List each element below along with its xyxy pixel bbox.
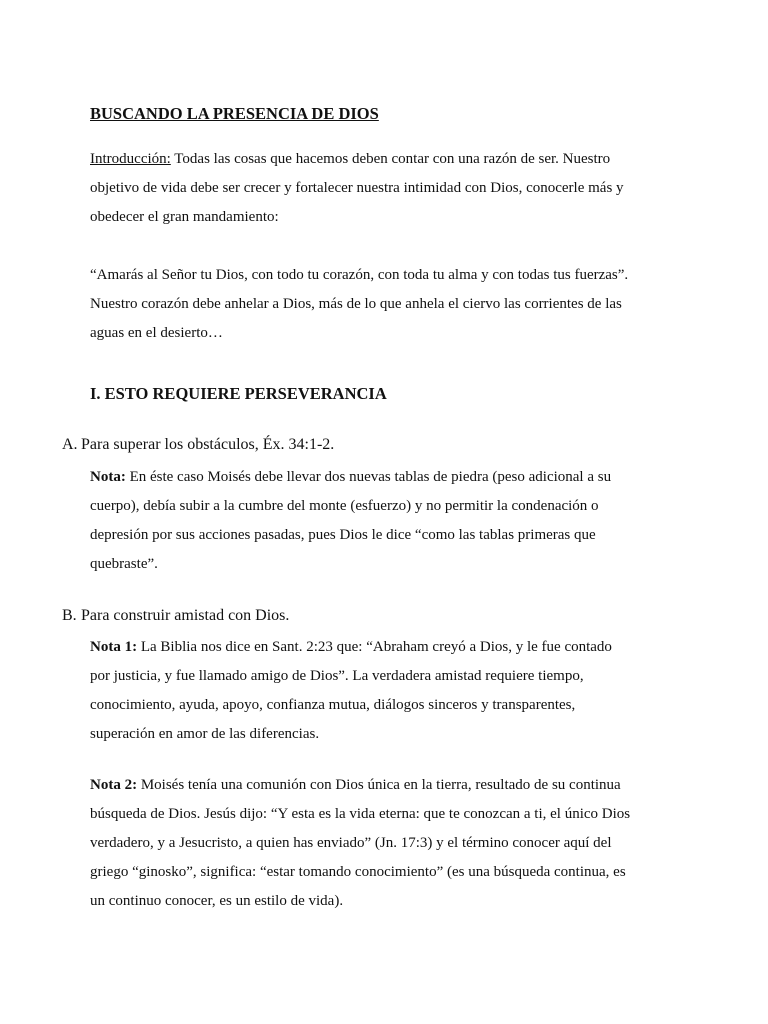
note-a-line-4: quebraste”. — [90, 556, 158, 572]
list-item-a-text: Para superar los obstáculos, Éx. 34:1-2. — [81, 436, 335, 453]
intro-label: Introducción: — [90, 151, 171, 167]
note-b1-line-1: La Biblia nos dice en Sant. 2:23 que: “Abraham creyó a Dios, y le fue contado — [137, 639, 612, 655]
quote-line-3: aguas en el desierto… — [90, 325, 223, 341]
note-b2-line-3: verdadero, y a Jesucristo, a quien has enviado” (Jn. 17:3) y el término conocer aquí del — [90, 835, 612, 851]
intro-line-2: objetivo de vida debe ser crecer y fortalecer nuestra intimidad con Dios, conocerle más y — [90, 180, 624, 196]
note-b2-paragraph — [90, 771, 690, 916]
note-a-line-3: depresión por sus acciones pasadas, pues Dios le dice “como las tablas primeras que — [90, 527, 596, 543]
list-item-b-text: Para construir amistad con Dios. — [81, 607, 290, 624]
list-item-a — [62, 436, 334, 454]
note-b2-label: Nota 2: — [90, 777, 138, 793]
note-b1-line-2: por justicia, y fue llamado amigo de Dios”. La verdadera amistad requiere tiempo, — [90, 668, 584, 684]
list-marker-a: A. — [62, 436, 78, 453]
note-a-line-1: En éste caso Moisés debe llevar dos nuevas tablas de piedra (peso adicional a su — [125, 469, 612, 485]
note-b2-line-5: un continuo conocer, es un estilo de vida). — [90, 893, 344, 909]
note-b2-line-4: griego “ginosko”, significa: “estar tomando conocimiento” (es una búsqueda continua, es — [90, 864, 626, 880]
note-a-paragraph — [90, 463, 690, 579]
intro-line-3: obedecer el gran mandamiento: — [90, 209, 279, 225]
note-b1-line-3: conocimiento, ayuda, apoyo, confianza mutua, diálogos sinceros y transparentes, — [90, 697, 576, 713]
list-marker-b: B. — [62, 607, 77, 624]
note-b2-line-1: Moisés tenía una comunión con Dios única en la tierra, resultado de su continua — [137, 777, 621, 793]
section-heading: I. ESTO REQUIERE PERSEVERANCIA — [90, 384, 387, 403]
intro-paragraph — [90, 145, 690, 232]
note-b1-label: Nota 1: — [90, 639, 138, 655]
quote-line-2: Nuestro corazón debe anhelar a Dios, más de lo que anhela el ciervo las corrientes de las — [90, 296, 622, 312]
quote-line-1: “Amarás al Señor tu Dios, con todo tu corazón, con toda tu alma y con todas tus fuerzas”. — [90, 267, 629, 283]
note-a-label: Nota: — [90, 469, 126, 485]
note-b1-line-4: superación en amor de las diferencias. — [90, 726, 320, 742]
intro-line-1: Todas las cosas que hacemos deben contar con una razón de ser. Nuestro — [170, 151, 611, 167]
list-item-b — [62, 607, 289, 625]
note-a-line-2: cuerpo), debía subir a la cumbre del monte (esfuerzo) y no permitir la condenación o — [90, 498, 599, 514]
document-title: BUSCANDO LA PRESENCIA DE DIOS — [90, 104, 379, 123]
quote-paragraph — [90, 261, 690, 348]
note-b2-line-2: búsqueda de Dios. Jesús dijo: “Y esta es la vida eterna: que te conozcan a ti, el único Dios — [90, 806, 631, 822]
note-b1-paragraph — [90, 633, 690, 749]
